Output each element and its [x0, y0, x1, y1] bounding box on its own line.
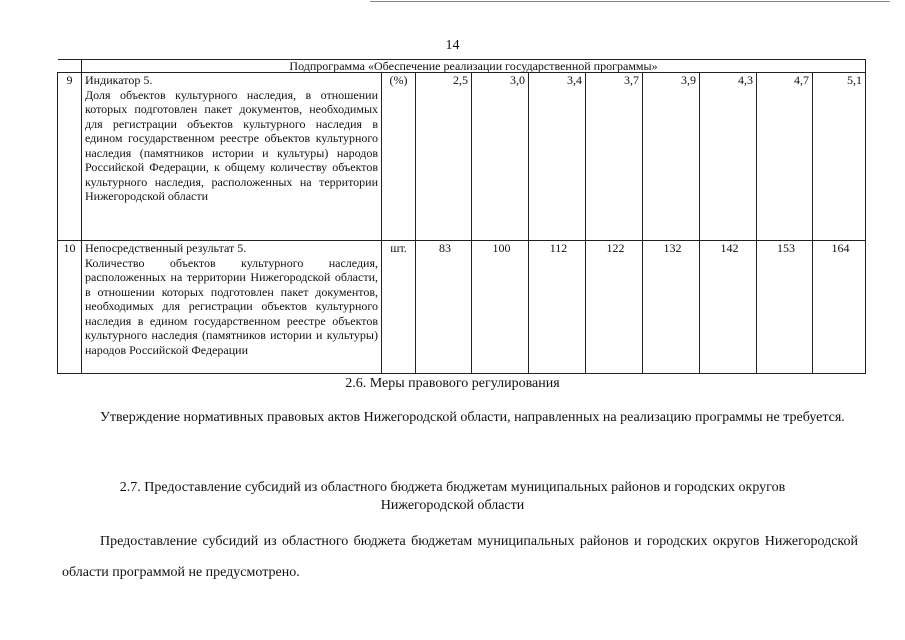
row-value: 2,5	[416, 73, 472, 241]
row-value: 122	[586, 241, 643, 374]
section-heading-2-6: 2.6. Меры правового регулирования	[345, 376, 560, 391]
section-paragraph-2-7: Предоставление субсидий из областного бюджета бюджетам муниципальных районов и городских округов Нижегородской области программой не предусмотрено.	[62, 534, 858, 580]
row-number: 10	[58, 241, 82, 374]
subprogram-title: Подпрограмма «Обеспечение реализации государственной программы»	[82, 60, 866, 73]
row-value: 83	[416, 241, 472, 374]
indicators-table	[57, 59, 866, 374]
row-value: 3,4	[529, 73, 586, 241]
row-unit: шт.	[382, 241, 416, 374]
subprogram-row	[58, 60, 866, 73]
row-value: 164	[813, 241, 866, 374]
row-description	[82, 241, 382, 374]
row-title: Непосредственный результат 5.	[85, 241, 247, 255]
row-value: 100	[472, 241, 529, 374]
section-paragraph-2-6: Утверждение нормативных правовых актов Нижегородской области, направленных на реализацию программы не требуется.	[100, 410, 845, 425]
row-value: 3,7	[586, 73, 643, 241]
row-value: 4,7	[757, 73, 813, 241]
page-number: 14	[445, 38, 460, 53]
top-border-line	[370, 1, 890, 2]
row-value: 112	[529, 241, 586, 374]
row-value: 132	[643, 241, 700, 374]
table-row	[58, 73, 866, 241]
table-row	[58, 241, 866, 374]
row-value: 153	[757, 241, 813, 374]
row-title: Индикатор 5.	[85, 73, 153, 87]
row-value: 142	[700, 241, 757, 374]
row-unit: (%)	[382, 73, 416, 241]
section-heading-2-7-line2: Нижегородской области	[380, 498, 525, 513]
row-value: 5,1	[813, 73, 866, 241]
row-value: 3,9	[643, 73, 700, 241]
row-number: 9	[58, 73, 82, 241]
row-description	[82, 73, 382, 241]
section-heading-2-7-line1: 2.7. Предоставление субсидий из областного бюджета бюджетам муниципальных районов и городских округов	[119, 480, 786, 495]
row-text: Количество объектов культурного наследия, расположенных на территории Нижегородской области, в отношении которых подготовлен пакет документов, необходимых для регистрации объектов культурного наследия в едином государственном реестре объектов культурного наследия (памятников истории и культуры) народов Российской Федерации	[85, 255, 378, 357]
row-value: 4,3	[700, 73, 757, 241]
row-value: 3,0	[472, 73, 529, 241]
row-text: Доля объектов культурного наследия, в отношении которых подготовлен пакет документов, необходимых для регистрации объектов культурного наследия в едином государственном реестре объектов культурного наследия (памятников истории и культуры) народов Российской Федерации, к общему количеству объектов культурного наследия, расположенных на территории Нижегородской области	[85, 87, 378, 203]
